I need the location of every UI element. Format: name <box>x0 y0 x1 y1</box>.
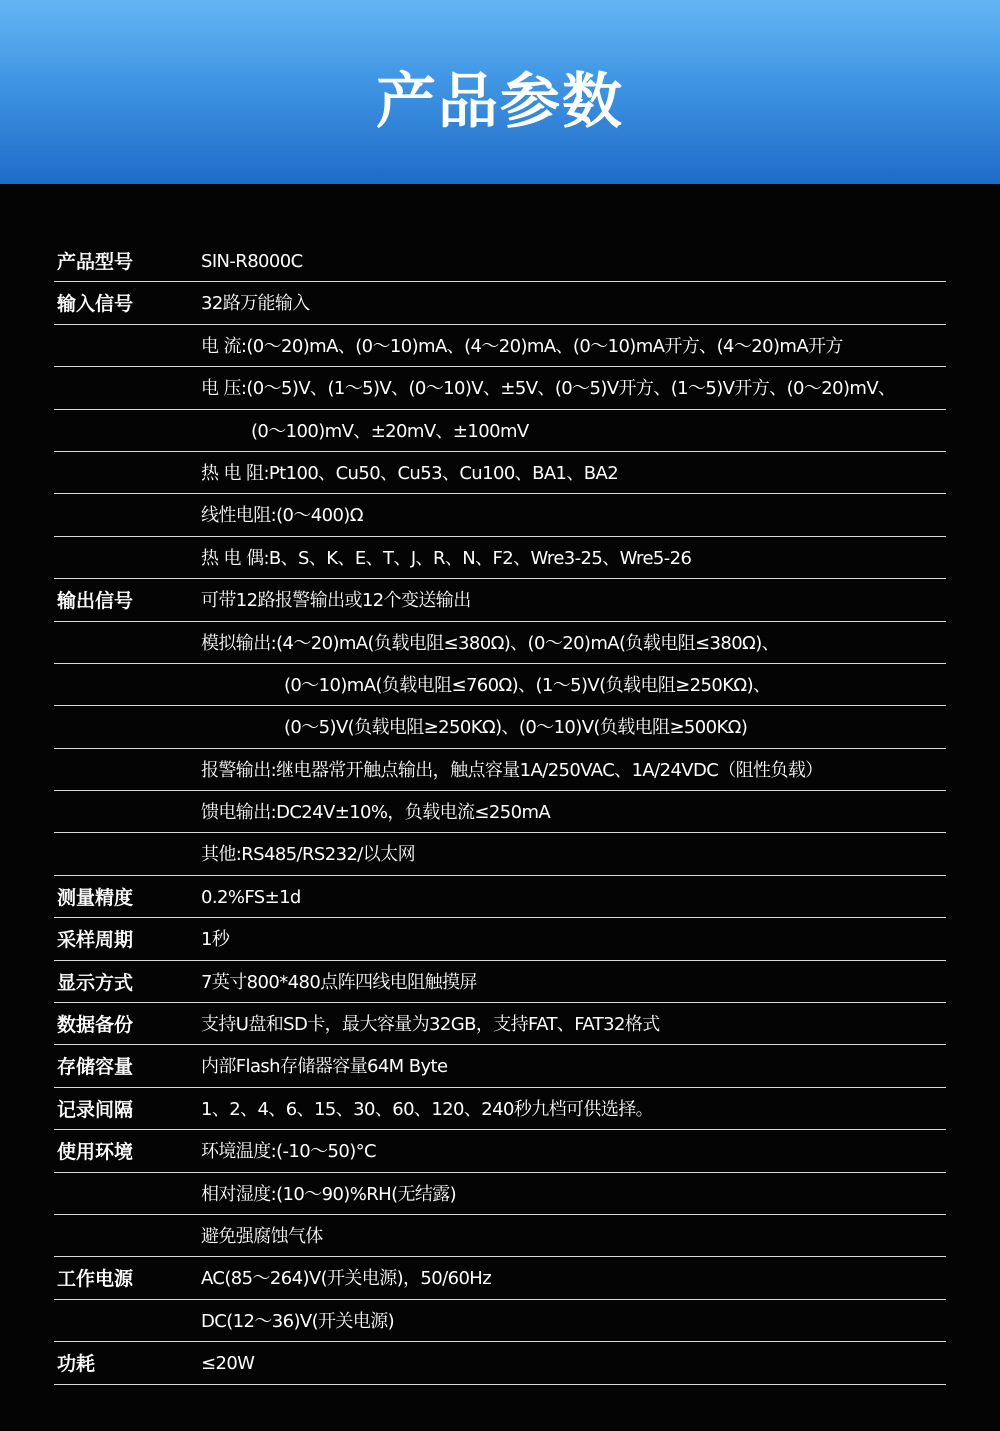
table-row <box>54 1003 946 1045</box>
row-label: 记录间隔 <box>57 1098 134 1121</box>
row-value: 支持U盘和SD卡，最大容量为32GB，支持FAT、FAT32格式 <box>201 1014 660 1036</box>
row-value: ≤20W <box>201 1353 255 1375</box>
row-label: 输入信号 <box>57 293 134 316</box>
table-row <box>54 918 946 960</box>
row-value: 环境温度:(-10～50)°C <box>201 1141 376 1163</box>
table-row <box>54 1257 946 1299</box>
table-row <box>54 325 946 367</box>
row-label: 产品型号 <box>57 251 134 273</box>
row-value: 报警输出:继电器常开触点输出，触点容量1A/250VAC、1A/24VDC（阻性负载） <box>201 759 823 781</box>
page-title: 产品参数 <box>376 67 624 137</box>
table-row <box>54 1342 946 1384</box>
row-value: 相对湿度:(10～90)%RH(无结露) <box>201 1183 457 1205</box>
table-row <box>54 876 946 918</box>
row-label: 功耗 <box>57 1353 96 1376</box>
table-row <box>54 1130 946 1172</box>
table-row <box>54 1173 946 1215</box>
row-label: 使用环境 <box>57 1141 134 1164</box>
row-value: DC(12～36)V(开关电源) <box>201 1310 395 1332</box>
row-value: 32路万能输入 <box>201 293 310 315</box>
row-value: 电 流:(0～20)mA、(0～10)mA、(4～20)mA、(0～10)mA开方、(4～20)mA开方 <box>201 335 843 357</box>
spec-table <box>54 240 946 1385</box>
table-row <box>54 961 946 1003</box>
row-label: 显示方式 <box>57 971 134 994</box>
row-value: 模拟输出:(4～20)mA(负载电阻≤380Ω)、(0～20)mA(负载电阻≤380Ω)、 <box>201 632 780 654</box>
table-row <box>54 240 946 282</box>
table-row <box>54 494 946 536</box>
row-value: SIN-R8000C <box>201 251 303 272</box>
table-row <box>54 537 946 579</box>
row-value: 热 电 阻:Pt100、Cu50、Cu53、Cu100、BA1、BA2 <box>201 462 619 484</box>
row-value: AC(85～264)V(开关电源)，50/60Hz <box>201 1268 492 1290</box>
row-value: (0～5)V(负载电阻≥250KΩ)、(0～10)V(负载电阻≥500KΩ) <box>284 717 748 739</box>
row-value: 电 压:(0～5)V、(1～5)V、(0～10)V、±5V、(0～5)V开方、(1～5)V开方、(0～20)mV、 <box>201 378 896 400</box>
row-label: 输出信号 <box>57 590 134 613</box>
row-label: 数据备份 <box>57 1014 134 1037</box>
table-row <box>54 622 946 664</box>
table-row <box>54 1088 946 1130</box>
row-value: 7英寸800*480点阵四线电阻触摸屏 <box>201 971 477 993</box>
row-value: 可带12路报警输出或12个变送输出 <box>201 590 471 612</box>
table-row <box>54 749 946 791</box>
table-row <box>54 579 946 621</box>
table-row <box>54 1045 946 1087</box>
row-value: 线性电阻:(0～400)Ω <box>201 505 363 527</box>
table-row <box>54 1300 946 1342</box>
row-value: 其他:RS485/RS232/以太网 <box>201 844 415 866</box>
table-row <box>54 833 946 875</box>
row-value: 热 电 偶:B、S、K、E、T、J、R、N、F2、Wre3-25、Wre5-26 <box>201 547 692 569</box>
table-row <box>54 706 946 748</box>
table-row <box>54 452 946 494</box>
row-label: 工作电源 <box>57 1268 134 1291</box>
table-row <box>54 282 946 324</box>
row-value: 内部Flash存储器容量64M Byte <box>201 1056 448 1078</box>
row-value: 馈电输出:DC24V±10%，负载电流≤250mA <box>201 802 551 824</box>
table-row <box>54 1215 946 1257</box>
row-label: 测量精度 <box>57 886 134 909</box>
table-row <box>54 791 946 833</box>
table-row <box>54 664 946 706</box>
row-value: (0～10)mA(负载电阻≤760Ω)、(1～5)V(负载电阻≥250KΩ)、 <box>284 674 771 696</box>
header-banner <box>0 0 1000 184</box>
row-label: 采样周期 <box>57 929 134 952</box>
row-value: 0.2%FS±1d <box>201 886 301 908</box>
row-value: 1、2、4、6、15、30、60、120、240秒九档可供选择。 <box>201 1098 654 1120</box>
table-row <box>54 367 946 409</box>
row-value: 1秒 <box>201 929 230 951</box>
row-value: (0～100)mV、±20mV、±100mV <box>251 420 529 442</box>
row-label: 存储容量 <box>57 1056 134 1079</box>
table-row <box>54 410 946 452</box>
row-value: 避免强腐蚀气体 <box>201 1225 323 1247</box>
